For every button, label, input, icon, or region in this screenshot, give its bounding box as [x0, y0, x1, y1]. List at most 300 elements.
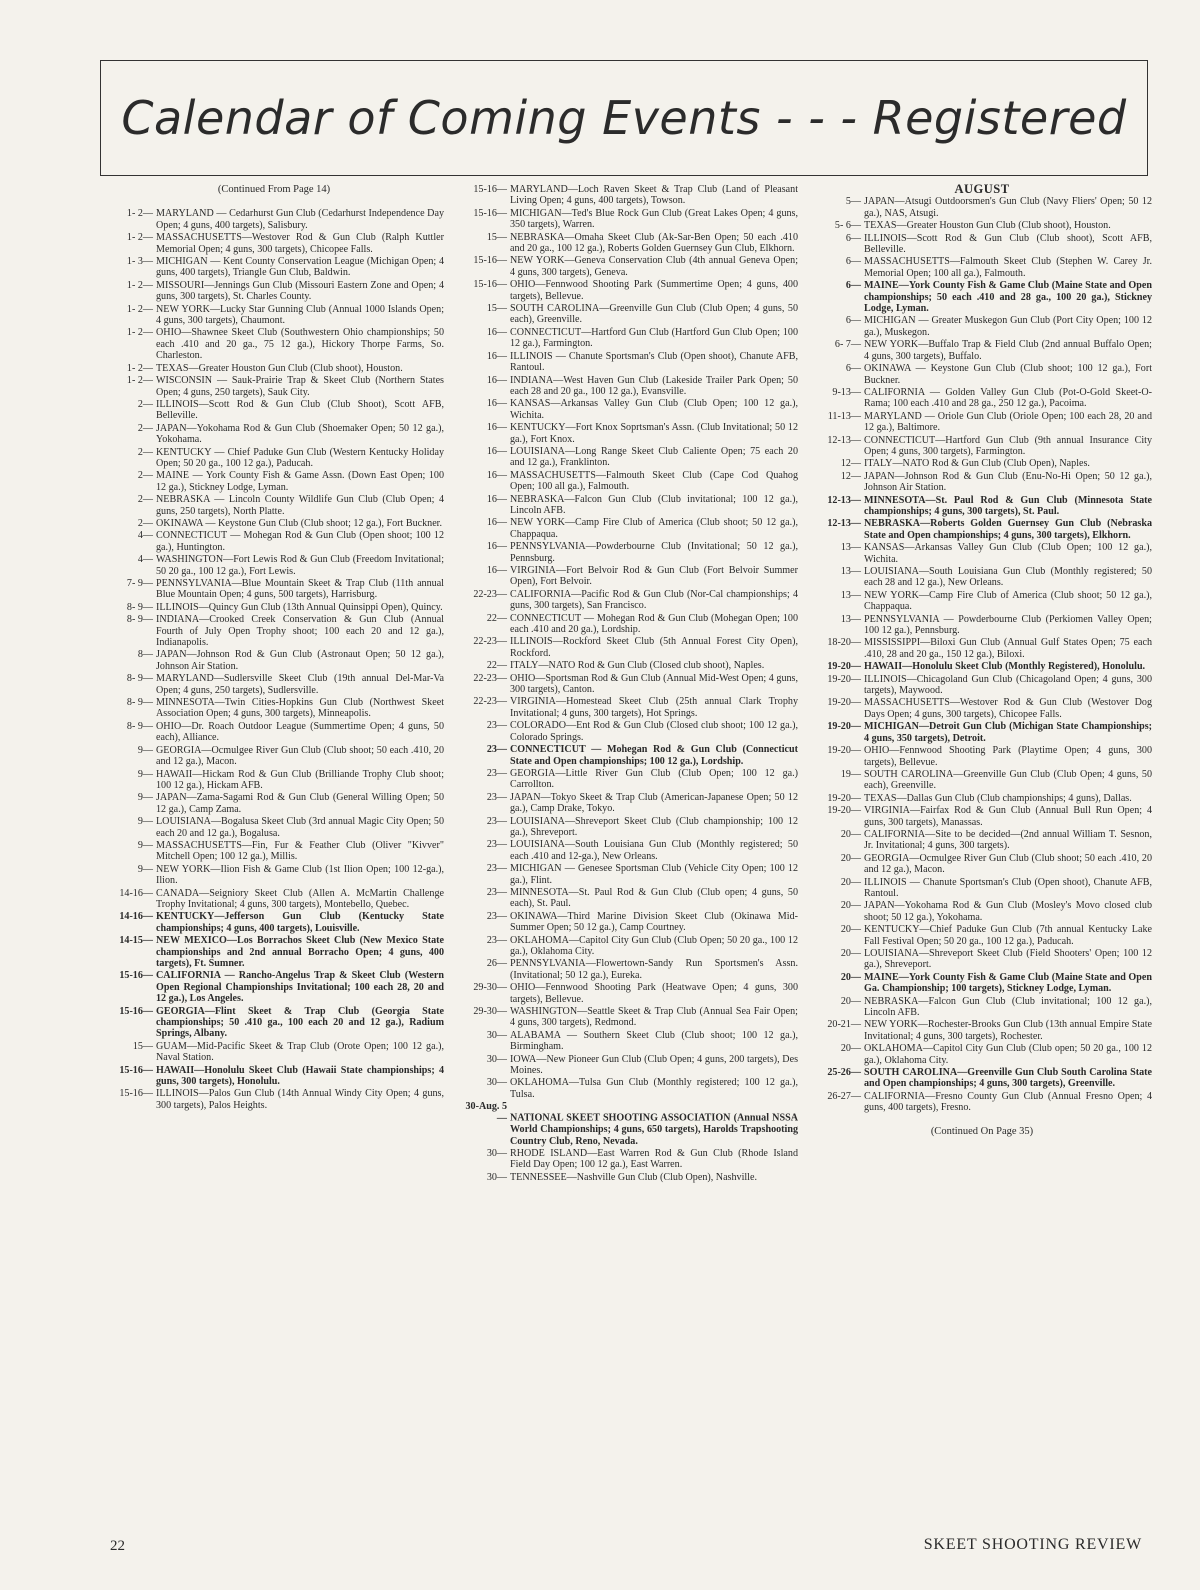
event-entry — [812, 458, 1152, 469]
event-text: VIRGINIA—Homestead Skeet Club (25th annual Clark Trophy Invitational; 4 guns, 300 targets), Hot Springs. — [510, 696, 798, 719]
event-entry — [812, 805, 1152, 828]
event-date: 8— — [137, 649, 153, 661]
event-date: 4— — [137, 554, 153, 566]
event-text: GEORGIA—Ocmulgee River Gun Club (Club shoot; 50 each .410, 20 and 12 ga.), Macon. — [156, 744, 444, 768]
event-entry — [458, 887, 798, 910]
event-date: 6— — [845, 363, 861, 375]
event-text: MASSACHUSETTS—Westover Rod & Gun Club (Ralph Kuttler Memorial Open; 4 guns, 300 targets), Chicopee Falls. — [156, 232, 444, 255]
event-date: 2— — [137, 446, 153, 458]
event-text: MARYLAND—Sudlersville Skeet Club (19th annual Del-Mar-Va Open; 4 guns, 250 targets), Sudlersville. — [156, 673, 444, 696]
event-entry — [458, 982, 798, 1005]
event-entry — [104, 1041, 444, 1064]
event-text: TENNESSEE—Nashville Gun Club (Club Open), Nashville. — [510, 1171, 757, 1183]
event-text: WASHINGTON—Seattle Skeet & Trap Club (Annual Sea Fair Open; 4 guns, 300 targets), Redmond. — [510, 1006, 798, 1029]
event-entry — [812, 315, 1152, 338]
event-entry — [812, 518, 1152, 541]
event-entry — [812, 280, 1152, 314]
event-text: INDIANA—Crooked Creek Conservation & Gun Club (Annual Fourth of July Open Trophy shoot; 100 each 20 and 12 ga.), Indianapolis. — [156, 614, 444, 649]
event-entry — [104, 375, 444, 398]
event-entry — [812, 566, 1152, 589]
event-date: 23— — [486, 863, 507, 875]
event-date: 22-23— — [473, 588, 507, 600]
event-date: 30— — [486, 1077, 507, 1089]
event-date: 26— — [486, 958, 507, 970]
event-entry — [458, 1172, 798, 1183]
event-text: MICHIGAN—Detroit Gun Club (Michigan State Championships; 4 guns, 350 targets), Detroit. — [864, 721, 1152, 744]
event-date: 8- 9— — [126, 614, 153, 626]
event-date: 13— — [840, 589, 861, 601]
event-text: MASSACHUSETTS—Falmouth Skeet Club (Stephen W. Carey Jr. Memorial Open; 100 all ga.), Falmouth. — [864, 256, 1152, 279]
event-text: OHIO—Shawnee Skeet Club (Southwestern Ohio championships; 50 each .410 and 20 ga., 75 12 ga.), Hickory Thorpe Farms, So. Charleston. — [156, 327, 444, 362]
event-date: 23— — [486, 767, 507, 779]
event-date: 20— — [840, 948, 861, 959]
event-entry — [458, 636, 798, 659]
event-date: 13— — [840, 542, 861, 554]
event-date: 16— — [486, 493, 507, 505]
event-text: CALIFORNIA—Site to be decided—(2nd annual William T. Sesnon, Jr. Invitational; 4 guns, 300 targets). — [864, 828, 1152, 852]
event-entry — [812, 471, 1152, 494]
event-list — [458, 184, 798, 1183]
event-date: 8- 9— — [126, 601, 153, 613]
event-entry — [458, 470, 798, 493]
event-entry — [458, 303, 798, 326]
event-entry — [104, 649, 444, 672]
event-text: CONNECTICUT—Hartford Gun Club (Hartford Gun Club Open; 100 12 ga.), Farmington. — [510, 326, 798, 350]
event-entry — [104, 304, 444, 327]
event-entry — [104, 769, 444, 792]
event-text: VIRGINIA—Fairfax Rod & Gun Club (Annual Bull Run Open; 4 guns, 300 targets), Manassas. — [864, 805, 1152, 828]
event-date: 29-30— — [473, 982, 507, 994]
event-entry — [812, 542, 1152, 565]
event-date: 30— — [486, 1171, 507, 1183]
event-date: 8- 9— — [126, 673, 153, 685]
event-text: GEORGIA—Flint Skeet & Trap Club (Georgia State championships; 50 .410 ga., 100 each 20 and 12 ga.), Radium Springs, Albany. — [156, 1005, 444, 1040]
event-text: HAWAII—Hickam Rod & Gun Club (Brilliande Trophy Club shoot; 100 12 ga.), Hickam AFB. — [156, 768, 444, 791]
event-entry — [458, 1030, 798, 1053]
event-date: 30— — [486, 1147, 507, 1159]
event-date: 15-16— — [119, 1064, 153, 1076]
event-entry — [104, 1088, 444, 1111]
event-text: NEW YORK—Camp Fire Club of America (Club shoot; 50 12 ga.), Chappaqua. — [510, 517, 798, 540]
event-text: MINNESOTA—St. Paul Rod & Gun Club (Minnesota State championships; 4 guns, 300 targets), St. Paul. — [864, 494, 1152, 517]
event-entry — [104, 816, 444, 839]
event-date: 23— — [486, 720, 507, 732]
event-text: KENTUCKY—Chief Paduke Gun Club (7th annual Kentucky Lake Fall Festival Open; 50 20 ga., 100 12 ga.), Paducah. — [864, 924, 1152, 947]
event-entry — [812, 339, 1152, 362]
event-entry — [104, 208, 444, 231]
event-entry — [812, 900, 1152, 923]
event-text: WASHINGTON—Fort Lewis Rod & Gun Club (Freedom Invitational; 50 20 ga., 100 12 ga.), Fort Lewis. — [156, 554, 444, 577]
event-text: NEW YORK—Geneva Conservation Club (4th annual Geneva Open; 4 guns, 300 targets), Geneva. — [510, 255, 798, 278]
event-date: 15— — [132, 1040, 153, 1052]
event-entry — [104, 970, 444, 1004]
event-entry — [104, 494, 444, 517]
event-entry — [458, 839, 798, 862]
event-entry — [104, 327, 444, 361]
event-text: LOUISIANA—South Louisiana Gun Club (Monthly registered; 50 each .410 and 12-ga.), New Orleans. — [510, 839, 798, 862]
event-entry — [104, 614, 444, 648]
event-date: 6— — [845, 232, 861, 244]
event-text: SOUTH CAROLINA—Greenville Gun Club (Club Open; 4 guns, 50 each), Greenville. — [510, 303, 798, 326]
event-entry — [104, 721, 444, 744]
event-date: 19-20— — [827, 792, 861, 804]
event-entry — [812, 697, 1152, 720]
event-entry — [104, 911, 444, 934]
event-entry — [812, 435, 1152, 458]
event-date: 9-13— — [832, 386, 861, 398]
event-date: 16— — [486, 541, 507, 553]
event-entry — [458, 375, 798, 398]
event-entry — [812, 256, 1152, 279]
event-text: ILLINOIS—Quincy Gun Club (13th Annual Quinsippi Open), Quincy. — [156, 601, 443, 613]
event-text: MISSISSIPPI—Biloxi Gun Club (Annual Gulf States Open; 75 each .410, 28 and 20 ga., 150 12 ga.), Biloxi. — [864, 637, 1152, 660]
event-text: ILLINOIS—Palos Gun Club (14th Annual Windy City Open; 4 guns, 300 targets), Palos Heights. — [156, 1088, 444, 1111]
event-date: 15-16— — [473, 184, 507, 195]
event-text: NEW YORK—Ilion Fish & Game Club (1st Ilion Open; 100 12-ga.), Ilion. — [156, 863, 444, 887]
event-entry — [458, 565, 798, 588]
event-date: 16— — [486, 517, 507, 529]
event-date: 11-13— — [827, 410, 861, 422]
event-text: JAPAN—Yokohama Rod & Gun Club (Shoemaker Open; 50 12 ga.), Yokohama. — [156, 422, 444, 446]
event-text: MAINE—York County Fish & Game Club (Maine State and Open Ga. Championship; 100 targets), Stickney Lodge, Lyman. — [864, 971, 1152, 995]
event-text: MINNESOTA—St. Paul Rod & Gun Club (Club open; 4 guns, 50 each), St. Paul. — [510, 886, 798, 910]
event-date: 13— — [840, 566, 861, 577]
event-text: OKLAHOMA—Capitol City Gun Club (Club Open; 50 20 ga., 100 12 ga.), Oklahoma City. — [510, 934, 798, 957]
event-text: NEW MEXICO—Los Borrachos Skeet Club (New Mexico State championships and 2nd annual Borracho Open; 4 guns, 400 targets), Ft. Sumner. — [156, 935, 444, 969]
event-text: ILLINOIS — Chanute Sportsman's Club (Open shoot), Chanute AFB, Rantoul. — [510, 350, 798, 374]
event-entry — [812, 590, 1152, 613]
event-text: OHIO—Fennwood Shooting Park (Heatwave Open; 4 guns, 300 targets), Bellevue. — [510, 982, 798, 1005]
event-text: HAWAII—Honolulu Skeet Club (Monthly Registered), Honolulu. — [864, 661, 1146, 673]
event-date: 9— — [137, 744, 153, 756]
event-date: 6— — [845, 256, 861, 268]
event-entry — [458, 792, 798, 815]
event-text: JAPAN—Atsugi Outdoorsmen's Gun Club (Navy Fliers' Open; 50 12 ga.), NAS, Atsugi. — [864, 196, 1152, 219]
event-text: ILLINOIS—Rockford Skeet Club (5th Annual Forest City Open), Rockford. — [510, 636, 798, 659]
event-entry — [812, 196, 1152, 219]
event-text: LOUISIANA—Long Range Skeet Club Caliente Open; 75 each 20 and 12 ga.), Franklinton. — [510, 445, 798, 469]
event-date: 23— — [486, 934, 507, 946]
event-entry — [104, 363, 444, 374]
event-text: PENNSYLVANIA—Blue Mountain Skeet & Trap Club (11th annual Blue Mountain Open; 4 guns, 500 targets), Harrisburg. — [156, 578, 444, 601]
event-date: 5— — [845, 196, 861, 208]
event-date: 9— — [137, 792, 153, 804]
event-text: GEORGIA—Ocmulgee River Gun Club (Club shoot; 50 each .410, 20 and 12 ga.), Macon. — [864, 852, 1152, 876]
event-entry — [812, 637, 1152, 660]
event-text: NEW YORK—Buffalo Trap & Field Club (2nd annual Buffalo Open; 4 guns, 300 targets), Buffalo. — [864, 339, 1152, 362]
event-entry — [458, 398, 798, 421]
event-entry — [104, 423, 444, 446]
event-text: JAPAN—Tokyo Skeet & Trap Club (American-Japanese Open; 50 12 ga.), Camp Drake, Tokyo. — [510, 791, 798, 815]
event-date: 9— — [137, 816, 153, 828]
event-date: 6- 7— — [834, 339, 861, 351]
event-date: 16— — [486, 326, 507, 338]
event-text: LOUISIANA—Bogalusa Skeet Club (3rd annual Magic City Open; 50 each 20 and 12 ga.), Bogalusa. — [156, 816, 444, 839]
event-text: ILLINOIS—Scott Rod & Gun Club (Club Shoot), Scott AFB, Belleville. — [156, 398, 444, 422]
event-text: ALABAMA — Southern Skeet Club (Club shoot; 100 12 ga.), Birmingham. — [510, 1029, 798, 1053]
event-text: PENNSYLVANIA — Powderbourne Club (Perkiomen Valley Open; 100 12 ga.), Pennsburg. — [864, 613, 1152, 637]
event-entry — [812, 996, 1152, 1019]
event-entry — [812, 220, 1152, 231]
event-text: OKLAHOMA—Tulsa Gun Club (Monthly registered; 100 12 ga.), Tulsa. — [510, 1077, 798, 1100]
event-text: CONNECTICUT — Mohegan Rod & Gun Club (Connecticut State and Open championships; 100 12 ga.), Lordship. — [510, 744, 798, 767]
event-date: 23— — [486, 910, 507, 922]
event-entry — [812, 411, 1152, 434]
column-2 — [458, 184, 798, 1184]
event-entry — [812, 363, 1152, 386]
event-text: MARYLAND—Loch Raven Skeet & Trap Club (Land of Pleasant Living Open; 4 guns, 400 targets), Towson. — [510, 184, 798, 207]
event-text: GUAM—Mid-Pacific Skeet & Trap Club (Orote Open; 100 12 ga.), Naval Station. — [156, 1040, 444, 1064]
event-date: 15-16— — [473, 207, 507, 219]
event-entry — [458, 446, 798, 469]
event-entry — [104, 840, 444, 863]
event-text: JAPAN—Zama-Sagami Rod & Gun Club (General Willing Open; 50 12 ga.), Camp Zama. — [156, 792, 444, 815]
event-text: OKINAWA — Keystone Gun Club (Club shoot; 100 12 ga.), Fort Buckner. — [864, 363, 1152, 386]
event-date: 16— — [486, 374, 507, 386]
event-entry — [104, 280, 444, 303]
event-date: 29-30— — [473, 1006, 507, 1018]
event-entry — [458, 1077, 798, 1100]
event-entry — [458, 911, 798, 934]
event-text: OKLAHOMA—Capitol City Gun Club (Club open; 50 20 ga., 100 12 ga.), Oklahoma City. — [864, 1043, 1152, 1066]
event-entry — [104, 888, 444, 911]
event-entry — [458, 816, 798, 839]
event-date: 16— — [486, 469, 507, 481]
event-text: NEW YORK—Lucky Star Gunning Club (Annual 1000 Islands Open; 4 guns, 300 targets), Chaumont. — [156, 303, 444, 327]
event-date: 22-23— — [473, 636, 507, 648]
event-text: CONNECTICUT — Mohegan Rod & Gun Club (Open shoot; 100 12 ga.), Huntington. — [156, 530, 444, 553]
event-entry — [104, 1006, 444, 1040]
event-date: 22-23— — [473, 672, 507, 684]
event-date: 23— — [486, 839, 507, 851]
event-date: 2— — [137, 494, 153, 506]
event-date: 1- 2— — [126, 303, 153, 315]
event-text: MASSACHUSETTS—Westover Rod & Gun Club (Westover Dog Days Open; 4 guns, 300 targets), Chicopee Falls. — [864, 697, 1152, 720]
event-entry — [812, 877, 1152, 900]
column-3 — [812, 184, 1152, 1137]
event-date: 15-16— — [119, 1005, 153, 1017]
event-entry — [812, 829, 1152, 852]
event-entry — [458, 327, 798, 350]
event-entry — [812, 745, 1152, 768]
event-date: 16— — [486, 565, 507, 576]
event-entry — [458, 744, 798, 767]
event-date: 20— — [840, 995, 861, 1007]
event-entry — [458, 958, 798, 981]
month-heading: AUGUST — [954, 182, 1010, 196]
event-date: 15-16— — [473, 255, 507, 267]
event-text: CONNECTICUT—Hartford Gun Club (9th annual Insurance City Open; 4 guns, 300 targets), Farmington. — [864, 434, 1152, 457]
event-date: 6— — [845, 315, 861, 327]
event-date: 14-16— — [119, 887, 153, 899]
continued-from: (Continued From Page 14) — [217, 184, 331, 195]
event-date: 22-23— — [473, 696, 507, 708]
event-date: 23— — [486, 791, 507, 803]
event-text: IOWA—New Pioneer Gun Club (Club Open; 4 guns, 200 targets), Des Moines. — [510, 1053, 798, 1077]
event-text: MICHIGAN — Greater Muskegon Gun Club (Port City Open; 100 12 ga.), Muskegon. — [864, 315, 1152, 338]
event-text: OHIO—Fennwood Shooting Park (Summertime Open; 4 guns, 400 targets), Bellevue. — [510, 279, 798, 302]
event-text: PENNSYLVANIA—Flowertown-Sandy Run Sportsmen's Assn. (Invitational; 50 12 ga.), Eureka. — [510, 958, 798, 981]
event-date: 26-27— — [827, 1090, 861, 1102]
event-date: 20— — [840, 971, 861, 983]
event-text: JAPAN—Johnson Rod & Gun Club (Enu-No-Hi Open; 50 12 ga.), Johnson Air Station. — [864, 470, 1152, 494]
event-text: NEBRASKA—Roberts Golden Guernsey Gun Club (Nebraska State and Open championships; 4 guns, 300 targets), Elkhorn. — [864, 518, 1152, 541]
event-text: ILLINOIS—Scott Rod & Gun Club (Club shoot), Scott AFB, Belleville. — [864, 232, 1152, 256]
event-date: 15-16— — [119, 1088, 153, 1100]
event-entry — [104, 602, 444, 613]
event-entry — [458, 863, 798, 886]
event-date: 1- 2— — [126, 208, 153, 220]
event-entry — [458, 255, 798, 278]
title-box — [100, 60, 1148, 176]
event-text: CANADA—Seigniory Skeet Club (Allen A. McMartin Challenge Trophy Invitational; 4 guns, 300 targets), Montebello, Quebec. — [156, 887, 444, 910]
event-date: 9— — [137, 863, 153, 875]
event-entry — [104, 470, 444, 493]
event-date: 20— — [840, 900, 861, 912]
event-text: KANSAS—Arkansas Valley Gun Club (Club Open; 100 12 ga.), Wichita. — [510, 398, 798, 421]
continued-on: (Continued On Page 35) — [930, 1125, 1034, 1137]
page-title: Calendar of Coming Events - - - Registered — [121, 91, 1127, 145]
event-text: RHODE ISLAND—East Warren Rod & Gun Club (Rhode Island Field Day Open; 100 12 ga.), East Warren. — [510, 1147, 798, 1171]
event-entry — [104, 673, 444, 696]
event-entry — [458, 351, 798, 374]
event-entry — [812, 1019, 1152, 1042]
event-date: 23— — [486, 744, 507, 756]
event-date: 20— — [840, 852, 861, 864]
event-text: NATIONAL SKEET SHOOTING ASSOCIATION (Annual NSSA World Championships; 4 guns, 650 targets), Harolds Trapshooting Country Club, Reno, Nevada. — [510, 1112, 798, 1147]
event-entry — [104, 232, 444, 255]
event-entry — [104, 745, 444, 768]
event-entry — [812, 972, 1152, 995]
event-text: SOUTH CAROLINA—Greenville Gun Club (Club Open; 4 guns, 50 each), Greenville. — [864, 768, 1152, 792]
event-entry — [458, 232, 798, 255]
event-date: 19-20— — [827, 673, 861, 685]
event-entry — [458, 184, 798, 207]
event-date: 4— — [137, 530, 153, 542]
event-entry — [104, 935, 444, 969]
event-date: 16— — [486, 350, 507, 362]
event-text: OKINAWA—Third Marine Division Skeet Club (Okinawa Mid-Summer Open; 50 12 ga.), Camp Courtney. — [510, 910, 798, 934]
event-date: 20— — [840, 1043, 861, 1055]
event-date: 15— — [486, 231, 507, 243]
event-entry — [812, 1091, 1152, 1114]
event-date: 15— — [486, 303, 507, 315]
event-text: OHIO—Fennwood Shooting Park (Playtime Open; 4 guns, 300 targets), Bellevue. — [864, 745, 1152, 768]
event-entry — [458, 613, 798, 636]
event-date: 18-20— — [827, 637, 861, 649]
event-entry — [104, 1065, 444, 1088]
event-entry — [812, 674, 1152, 697]
event-text: PENNSYLVANIA—Powderbourne Club (Invitational; 50 12 ga.), Pennsburg. — [510, 541, 798, 564]
event-text: CALIFORNIA—Fresno County Gun Club (Annual Fresno Open; 4 guns, 400 targets), Fresno. — [864, 1090, 1152, 1114]
event-text: NEBRASKA—Falcon Gun Club (Club invitational; 100 12 ga.), Lincoln AFB. — [864, 995, 1152, 1019]
event-date: 15-16— — [473, 279, 507, 291]
event-entry — [104, 578, 444, 601]
event-text: NEW YORK—Camp Fire Club of America (Club shoot; 50 12 ga.), Chappaqua. — [864, 589, 1152, 613]
event-text: GEORGIA—Little River Gun Club (Club Open; 100 12 ga.) Carrollton. — [510, 767, 798, 791]
event-entry — [458, 1148, 798, 1171]
event-date: 2— — [137, 517, 153, 529]
event-date: 12-13— — [827, 518, 861, 530]
event-entry — [458, 720, 798, 743]
event-text: MARYLAND — Oriole Gun Club (Oriole Open; 100 each 28, 20 and 12 ga.), Baltimore. — [864, 410, 1152, 434]
event-entry — [458, 208, 798, 231]
event-text: MASSACHUSETTS—Fin, Fur & Feather Club (Oliver "Kivver" Mitchell Open; 100 12 ga.), Millis. — [156, 839, 444, 863]
event-date: 16— — [486, 422, 507, 434]
event-text: OHIO—Sportsman Rod & Gun Club (Annual Mid-West Open; 4 guns, 300 targets), Canton. — [510, 672, 798, 696]
column-1 — [104, 184, 444, 1112]
event-date: 25-26— — [827, 1067, 861, 1079]
event-entry — [458, 935, 798, 958]
event-text: HAWAII—Honolulu Skeet Club (Hawaii State championships; 4 guns, 300 targets), Honolulu. — [156, 1064, 444, 1088]
event-entry — [812, 495, 1152, 518]
event-date: 30— — [486, 1053, 507, 1065]
event-text: MISSOURI—Jennings Gun Club (Missouri Eastern Zone and Open; 4 guns, 300 targets), St. Charles County. — [156, 279, 444, 303]
event-entry — [104, 554, 444, 577]
event-date: 16— — [486, 445, 507, 457]
event-date: 8- 9— — [126, 697, 153, 709]
event-date: 8- 9— — [126, 720, 153, 732]
event-text: MASSACHUSETTS—Falmouth Skeet Club (Cape Cod Quahog Open; 100 all ga.), Falmouth. — [510, 469, 798, 493]
event-entry — [458, 422, 798, 445]
event-date: 22— — [486, 660, 507, 672]
event-entry — [458, 660, 798, 671]
event-text: KANSAS—Arkansas Valley Gun Club (Club Open; 100 12 ga.), Wichita. — [864, 542, 1152, 565]
event-text: OKINAWA — Keystone Gun Club (Club shoot; 12 ga.), Fort Buckner. — [156, 517, 442, 529]
event-date: 20— — [840, 876, 861, 888]
event-text: TEXAS—Greater Houston Gun Club (Club shoot), Houston. — [864, 220, 1111, 232]
event-date: 12— — [840, 458, 861, 470]
event-date: 9— — [137, 839, 153, 851]
event-date: 1- 3— — [126, 256, 153, 268]
event-text: VIRGINIA—Fort Belvoir Rod & Gun Club (Fort Belvoir Summer Open), Fort Belvoir. — [510, 565, 798, 588]
event-text: TEXAS—Dallas Gun Club (Club championships; 4 guns), Dallas. — [864, 792, 1132, 804]
event-date: 19-20— — [827, 697, 861, 709]
event-text: NEW YORK—Rochester-Brooks Gun Club (13th annual Empire State Invitational; 4 guns, 300 targets), Rochester. — [864, 1019, 1152, 1042]
event-entry — [458, 1006, 798, 1029]
event-date: 9— — [137, 768, 153, 780]
event-entry — [812, 948, 1152, 971]
event-date: 16— — [486, 398, 507, 410]
event-date: 1- 2— — [126, 362, 153, 374]
event-entry — [458, 1101, 798, 1147]
magazine-name: SKEET SHOOTING REVIEW — [923, 1536, 1142, 1553]
event-entry — [812, 1067, 1152, 1090]
event-text: NEBRASKA — Lincoln County Wildlife Gun Club (Club Open; 4 guns, 250 targets), North Platte. — [156, 494, 444, 517]
event-text: NEBRASKA—Omaha Skeet Club (Ak-Sar-Ben Open; 50 each .410 and 20 ga., 100 12 ga.), Roberts Golden Guernsey Gun Club, Elkhorn. — [510, 231, 798, 255]
event-text: KENTUCKY—Fort Knox Soprtsman's Assn. (Club Invitational; 50 12 ga.), Fort Knox. — [510, 422, 798, 445]
event-text: CONNECTICUT — Mohegan Rod & Gun Club (Mohegan Open; 100 each .410 and 20 ga.), Lordship. — [510, 612, 798, 636]
event-entry — [104, 792, 444, 815]
event-text: ITALY—NATO Rod & Gun Club (Club Open), Naples. — [864, 458, 1090, 470]
event-text: OHIO—Dr. Roach Outdoor League (Summertime Open; 4 guns, 50 each), Alliance. — [156, 720, 444, 744]
event-date: 2— — [137, 422, 153, 434]
event-entry — [812, 614, 1152, 637]
event-text: ITALY—NATO Rod & Gun Club (Closed club shoot), Naples. — [510, 660, 765, 672]
event-date: 5- 6— — [834, 220, 861, 232]
event-text: INDIANA—West Haven Gun Club (Lakeside Trailer Park Open; 50 each 28 and 20 ga., 100 12 ga.), Evansville. — [510, 374, 798, 397]
event-date: 12-13— — [827, 494, 861, 506]
event-entry — [458, 589, 798, 612]
event-text: TEXAS—Greater Houston Gun Club (Club shoot), Houston. — [156, 362, 403, 374]
event-date: 30— — [486, 1029, 507, 1041]
event-date: 7- 9— — [126, 578, 153, 589]
event-entry — [104, 447, 444, 470]
event-date: 12— — [840, 470, 861, 482]
event-entry — [458, 696, 798, 719]
event-date: 20— — [840, 828, 861, 840]
event-date: 12-13— — [827, 434, 861, 446]
